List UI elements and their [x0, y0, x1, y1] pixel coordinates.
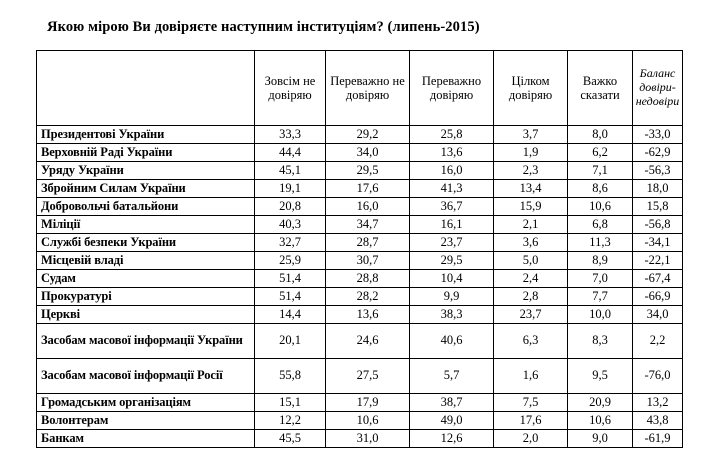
cell-col3: 25,8: [410, 126, 494, 144]
cell-col3: 5,7: [410, 359, 494, 394]
cell-col2: 16,0: [326, 198, 410, 216]
row-label: Церкві: [37, 306, 255, 324]
row-label: Прокуратурі: [37, 288, 255, 306]
cell-col3: 38,3: [410, 306, 494, 324]
cell-col3: 9,9: [410, 288, 494, 306]
table-body: [37, 126, 683, 448]
cell-col5: 8,0: [568, 126, 633, 144]
survey-table-container: [36, 50, 682, 448]
cell-col3: 23,7: [410, 234, 494, 252]
cell-col5: 8,9: [568, 252, 633, 270]
table-row: [37, 430, 683, 448]
cell-col2: 13,6: [326, 306, 410, 324]
cell-col1: 51,4: [255, 288, 326, 306]
table-row: [37, 412, 683, 430]
cell-col2: 17,9: [326, 394, 410, 412]
cell-col5: 10,6: [568, 412, 633, 430]
page-title: Якою мірою Ви довіряєте наступним інституціям? (липень-2015): [47, 19, 480, 35]
cell-col2: 28,8: [326, 270, 410, 288]
cell-col4: 7,5: [494, 394, 568, 412]
cell-col6: -67,4: [633, 270, 683, 288]
cell-col4: 2,3: [494, 162, 568, 180]
cell-col3: 16,0: [410, 162, 494, 180]
cell-col3: 12,6: [410, 430, 494, 448]
cell-col2: 29,2: [326, 126, 410, 144]
cell-col6: -66,9: [633, 288, 683, 306]
cell-col1: 14,4: [255, 306, 326, 324]
cell-col5: 7,0: [568, 270, 633, 288]
cell-col1: 55,8: [255, 359, 326, 394]
cell-col6: 18,0: [633, 180, 683, 198]
cell-col1: 45,1: [255, 162, 326, 180]
table-row: [37, 144, 683, 162]
table-header-row: [37, 51, 683, 126]
table-row: [37, 162, 683, 180]
cell-col5: 10,6: [568, 198, 633, 216]
cell-col4: 13,4: [494, 180, 568, 198]
cell-col5: 6,8: [568, 216, 633, 234]
cell-col3: 16,1: [410, 216, 494, 234]
cell-col2: 28,2: [326, 288, 410, 306]
cell-col4: 5,0: [494, 252, 568, 270]
cell-col4: 23,7: [494, 306, 568, 324]
table-row: [37, 234, 683, 252]
institution-trust-table: [36, 50, 683, 448]
cell-col2: 31,0: [326, 430, 410, 448]
cell-col1: 44,4: [255, 144, 326, 162]
cell-col5: 8,6: [568, 180, 633, 198]
row-label: Уряду України: [37, 162, 255, 180]
cell-col1: 20,8: [255, 198, 326, 216]
cell-col6: -34,1: [633, 234, 683, 252]
table-row: [37, 180, 683, 198]
cell-col1: 32,7: [255, 234, 326, 252]
table-row: [37, 324, 683, 359]
cell-col3: 38,7: [410, 394, 494, 412]
column-header-mostly-trust: Переважно довіряю: [410, 51, 494, 126]
column-header-hard-to-say: Важко сказати: [568, 51, 633, 126]
cell-col6: -33,0: [633, 126, 683, 144]
cell-col4: 3,7: [494, 126, 568, 144]
row-label: Верховній Раді України: [37, 144, 255, 162]
cell-col1: 15,1: [255, 394, 326, 412]
row-label: Місцевій владі: [37, 252, 255, 270]
table-corner-cell: [37, 51, 255, 126]
cell-col2: 30,7: [326, 252, 410, 270]
cell-col3: 40,6: [410, 324, 494, 359]
cell-col6: -76,0: [633, 359, 683, 394]
cell-col6: -56,8: [633, 216, 683, 234]
table-row: [37, 198, 683, 216]
table-row: [37, 359, 683, 394]
cell-col4: 6,3: [494, 324, 568, 359]
cell-col2: 29,5: [326, 162, 410, 180]
cell-col4: 2,1: [494, 216, 568, 234]
cell-col1: 51,4: [255, 270, 326, 288]
cell-col2: 34,0: [326, 144, 410, 162]
row-label: Громадським організаціям: [37, 394, 255, 412]
cell-col3: 36,7: [410, 198, 494, 216]
cell-col6: -22,1: [633, 252, 683, 270]
cell-col1: 33,3: [255, 126, 326, 144]
table-row: [37, 270, 683, 288]
cell-col4: 15,9: [494, 198, 568, 216]
table-row: [37, 306, 683, 324]
column-header-strongly-distrust: Зовсім не довіряю: [255, 51, 326, 126]
row-label: Збройним Силам України: [37, 180, 255, 198]
cell-col5: 8,3: [568, 324, 633, 359]
cell-col5: 20,9: [568, 394, 633, 412]
cell-col1: 25,9: [255, 252, 326, 270]
row-label: Банкам: [37, 430, 255, 448]
cell-col6: -56,3: [633, 162, 683, 180]
cell-col1: 19,1: [255, 180, 326, 198]
cell-col5: 7,7: [568, 288, 633, 306]
cell-col4: 2,4: [494, 270, 568, 288]
cell-col6: 15,8: [633, 198, 683, 216]
cell-col2: 10,6: [326, 412, 410, 430]
table-row: [37, 288, 683, 306]
cell-col6: 34,0: [633, 306, 683, 324]
cell-col4: 17,6: [494, 412, 568, 430]
row-label: Волонтерам: [37, 412, 255, 430]
column-header-fully-trust: Цілком довіряю: [494, 51, 568, 126]
cell-col2: 17,6: [326, 180, 410, 198]
cell-col6: -61,9: [633, 430, 683, 448]
cell-col6: 2,2: [633, 324, 683, 359]
cell-col2: 28,7: [326, 234, 410, 252]
cell-col2: 24,6: [326, 324, 410, 359]
cell-col6: -62,9: [633, 144, 683, 162]
cell-col1: 12,2: [255, 412, 326, 430]
row-label: Судам: [37, 270, 255, 288]
table-row: [37, 394, 683, 412]
row-label: Службі безпеки України: [37, 234, 255, 252]
cell-col5: 9,5: [568, 359, 633, 394]
row-label: Президентові України: [37, 126, 255, 144]
row-label: Засобам масової інформації України: [37, 324, 255, 359]
cell-col5: 10,0: [568, 306, 633, 324]
cell-col5: 6,2: [568, 144, 633, 162]
cell-col3: 13,6: [410, 144, 494, 162]
cell-col4: 2,8: [494, 288, 568, 306]
cell-col4: 1,6: [494, 359, 568, 394]
cell-col6: 13,2: [633, 394, 683, 412]
row-label: Міліції: [37, 216, 255, 234]
cell-col1: 45,5: [255, 430, 326, 448]
row-label: Добровольчі батальйони: [37, 198, 255, 216]
cell-col5: 11,3: [568, 234, 633, 252]
cell-col5: 7,1: [568, 162, 633, 180]
cell-col3: 41,3: [410, 180, 494, 198]
cell-col5: 9,0: [568, 430, 633, 448]
cell-col2: 27,5: [326, 359, 410, 394]
cell-col3: 29,5: [410, 252, 494, 270]
cell-col4: 2,0: [494, 430, 568, 448]
table-header: [37, 51, 683, 126]
cell-col4: 1,9: [494, 144, 568, 162]
cell-col1: 40,3: [255, 216, 326, 234]
row-label: Засобам масової інформації Росії: [37, 359, 255, 394]
cell-col4: 3,6: [494, 234, 568, 252]
cell-col1: 20,1: [255, 324, 326, 359]
cell-col3: 10,4: [410, 270, 494, 288]
table-row: [37, 126, 683, 144]
column-header-mostly-distrust: Переважно не довіряю: [326, 51, 410, 126]
cell-col3: 49,0: [410, 412, 494, 430]
column-header-trust-balance: Баланс довіри-недовіри: [633, 51, 683, 126]
cell-col2: 34,7: [326, 216, 410, 234]
table-row: [37, 252, 683, 270]
cell-col6: 43,8: [633, 412, 683, 430]
table-row: [37, 216, 683, 234]
